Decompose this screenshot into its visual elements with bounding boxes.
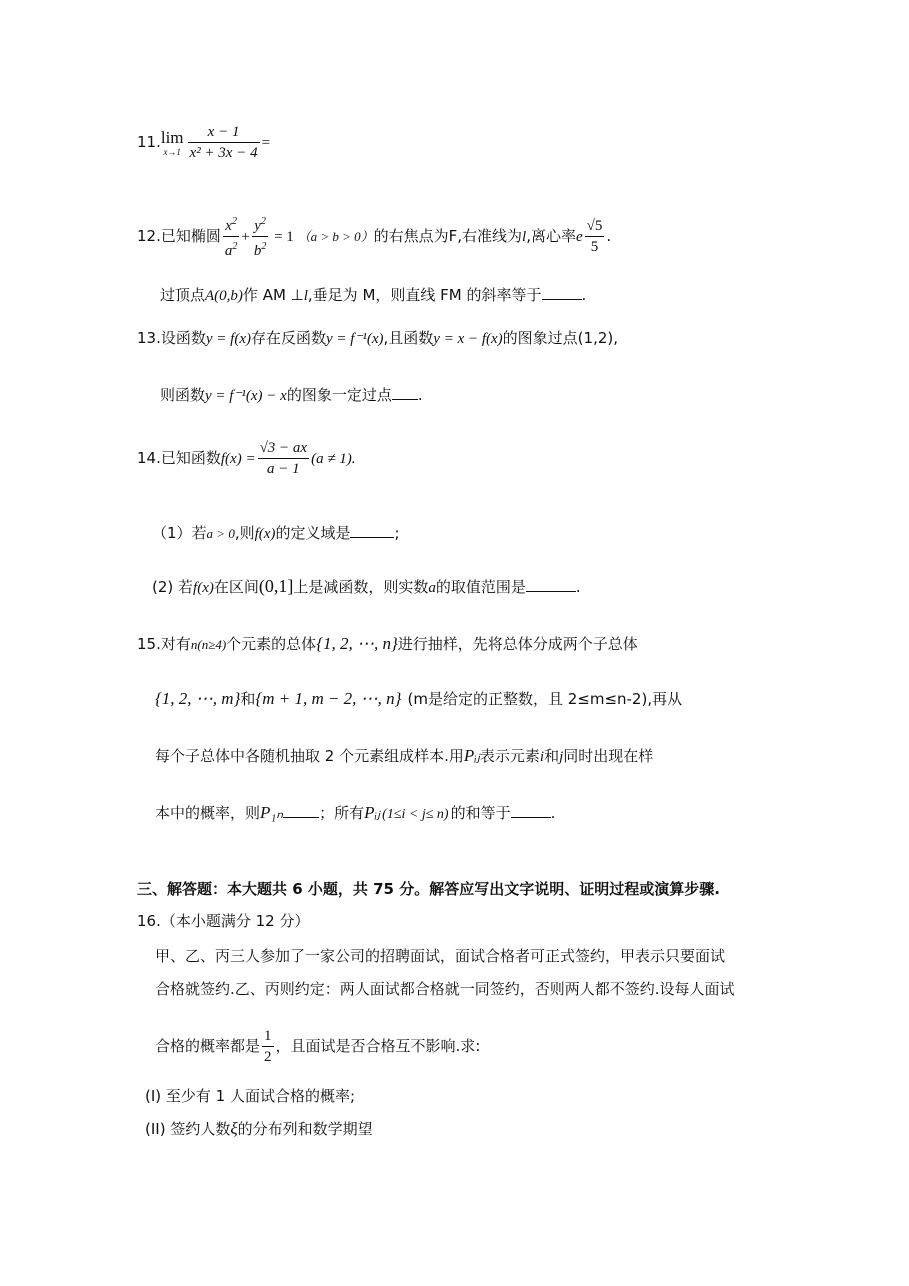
period: . bbox=[714, 880, 720, 898]
question-15-line-2 bbox=[155, 688, 682, 709]
text: 的分布列和数学期望 bbox=[237, 1120, 373, 1138]
text: 对有 bbox=[160, 635, 191, 653]
equals-sign: = bbox=[261, 135, 271, 151]
condition: (1≤i < j≤ n) bbox=[382, 807, 449, 822]
text: ,垂足为 M，则直线 FM 的斜率等于 bbox=[307, 286, 542, 304]
eccentricity-fraction: $\frac{√5}{5}$ bbox=[586, 218, 603, 255]
question-16-line-1 bbox=[155, 945, 725, 966]
text: (II) 签约人数 bbox=[145, 1120, 231, 1138]
text: 的右焦点为F,右准线为 bbox=[373, 227, 523, 245]
question-15-line-1 bbox=[137, 633, 638, 654]
question-16-header bbox=[137, 910, 309, 931]
vertex-point: A(0,b) bbox=[205, 288, 243, 304]
period: . bbox=[417, 386, 423, 404]
section-title: 三、解答题：本大题共 6 小题，共 75 分。解答应写出文字说明、证明过程或演算步骤 bbox=[137, 880, 715, 898]
question-15-line-3 bbox=[155, 745, 653, 766]
text: ,且函数 bbox=[383, 329, 434, 347]
probability-fraction bbox=[262, 1026, 274, 1067]
ellipse-x-term: $\frac{x^2}{a^2}$ bbox=[223, 212, 240, 261]
text: 过顶点 bbox=[160, 286, 206, 304]
formula: Pᵢⱼ bbox=[463, 746, 480, 765]
text: ,离心率 bbox=[526, 227, 576, 245]
text: (m是给定的正整数，且 2≤m≤n-2),再从 bbox=[407, 690, 683, 708]
condition: a > 0 bbox=[206, 526, 235, 541]
text: （1）若 bbox=[152, 524, 207, 542]
text: 合格就签约.乙、丙则约定：两人面试都合格就一同签约，否则两人都不签约.设每人面试 bbox=[155, 980, 735, 998]
formula: y = x − f(x) bbox=[433, 331, 503, 347]
eccentricity-symbol: e bbox=[575, 229, 583, 245]
condition: (a ≠ 1). bbox=[311, 451, 356, 467]
question-13-line-1 bbox=[137, 327, 618, 348]
question-14-part-2 bbox=[152, 576, 581, 597]
text: 的图象过点(1,2), bbox=[502, 329, 618, 347]
text: 和 bbox=[544, 747, 560, 765]
question-number: 14. bbox=[137, 449, 161, 467]
variable: i bbox=[539, 749, 545, 765]
variable: a bbox=[428, 580, 436, 596]
question-12-line-1: 12.已知椭圆 $\frac{x^2}{a^2}$ + $\frac{y^2}{b^2}$ = 1 （a > b > 0）的右焦点为F,右准线为l,离心率e $\frac{√5}{5}$ . bbox=[137, 212, 611, 261]
text: 已知函数 bbox=[160, 449, 221, 467]
answer-blank[interactable] bbox=[283, 803, 319, 818]
text: 已知椭圆 bbox=[160, 227, 221, 245]
text: (I) 至少有 1 人面试合格的概率; bbox=[145, 1087, 356, 1105]
text: 合格的概率都是 bbox=[155, 1037, 261, 1055]
text: 本中的概率，则 bbox=[155, 804, 261, 822]
answer-blank[interactable] bbox=[392, 385, 418, 400]
question-header: 16.（本小题满分 12 分） bbox=[137, 912, 310, 930]
text: 的取值范围是 bbox=[435, 578, 526, 596]
limit-fraction bbox=[188, 122, 260, 163]
ellipse-y-term: $\frac{y^2}{b^2}$ bbox=[252, 212, 269, 261]
formula: f(x) bbox=[254, 526, 276, 542]
directrix-symbol: l bbox=[303, 288, 308, 304]
text: 则函数 bbox=[160, 386, 206, 404]
text: 同时出现在样 bbox=[563, 747, 654, 765]
text: 每个子总体中各随机抽取 2 个元素组成样本.用 bbox=[155, 747, 464, 765]
period: . bbox=[606, 227, 612, 245]
fraction-denominator: a − 1 bbox=[267, 461, 300, 477]
directrix-symbol: l bbox=[522, 229, 527, 245]
text: 的和等于 bbox=[450, 804, 511, 822]
question-16-part-2 bbox=[145, 1118, 373, 1139]
text: 设函数 bbox=[160, 329, 206, 347]
fraction-numerator: 1 bbox=[262, 1026, 274, 1047]
formula: n(n≥4) bbox=[190, 637, 227, 652]
formula: f(x) = bbox=[220, 451, 256, 467]
formula: f(x) bbox=[193, 580, 214, 596]
limit-subscript: x→1 bbox=[163, 146, 181, 157]
question-number: 12. bbox=[137, 227, 161, 245]
answer-blank[interactable] bbox=[511, 803, 551, 818]
text: ,则 bbox=[234, 524, 255, 542]
text: 的图象一定过点 bbox=[286, 386, 392, 404]
set: {m + 1, m − 2, ⋯, n} bbox=[255, 689, 402, 708]
interval: (0,1] bbox=[258, 576, 294, 596]
ellipse-condition: （a > b > 0） bbox=[297, 229, 374, 244]
text: ；所有 bbox=[319, 804, 365, 822]
answer-blank[interactable] bbox=[350, 523, 394, 538]
variable: ξ bbox=[230, 1119, 238, 1138]
variable: j bbox=[559, 749, 564, 765]
fraction-numerator: x − 1 bbox=[188, 122, 260, 143]
text: 和 bbox=[240, 690, 256, 708]
period: . bbox=[550, 804, 556, 822]
text: 甲、乙、丙三人参加了一家公司的招聘面试，面试合格者可正式签约，甲表示只要面试 bbox=[155, 947, 726, 965]
formula: P₁ₙ bbox=[260, 803, 284, 822]
period: . bbox=[575, 578, 581, 596]
question-16-part-1 bbox=[145, 1085, 355, 1106]
formula: y = f(x) bbox=[205, 331, 251, 347]
text: 上是减函数，则实数 bbox=[293, 578, 429, 596]
formula: y = f⁻¹(x) bbox=[326, 331, 384, 347]
fraction-denominator: x² + 3x − 4 bbox=[189, 145, 258, 161]
question-13-line-2 bbox=[160, 384, 423, 405]
question-15-line-4 bbox=[155, 802, 555, 823]
semicolon: ; bbox=[394, 524, 400, 542]
text: 个元素的总体 bbox=[226, 635, 317, 653]
fraction-numerator: √3 − ax bbox=[258, 438, 310, 459]
text: 存在反函数 bbox=[250, 329, 326, 347]
answer-blank[interactable] bbox=[542, 285, 582, 300]
text: (2) 若 bbox=[152, 578, 194, 596]
question-16-line-2 bbox=[155, 978, 735, 999]
text: 进行抽样，先将总体分成两个子总体 bbox=[397, 635, 638, 653]
set: {1, 2, ⋯, m} bbox=[155, 689, 241, 708]
question-14-line-1 bbox=[137, 438, 356, 479]
answer-blank[interactable] bbox=[526, 577, 576, 592]
question-16-line-3 bbox=[155, 1026, 480, 1067]
function-fraction bbox=[258, 438, 310, 479]
formula: Pᵢⱼ bbox=[364, 803, 381, 822]
question-number: 13. bbox=[137, 329, 161, 347]
section-3-heading bbox=[137, 878, 720, 899]
formula: y = f⁻¹(x) − x bbox=[205, 388, 287, 404]
text: 的定义域是 bbox=[275, 524, 351, 542]
question-number: 15. bbox=[137, 635, 161, 653]
period: . bbox=[581, 286, 587, 304]
limit-block bbox=[161, 129, 184, 157]
question-number: 11. bbox=[137, 133, 161, 151]
text: 作 AM ⊥ bbox=[242, 286, 304, 304]
text: ，且面试是否合格互不影响.求: bbox=[275, 1037, 481, 1055]
fraction-denominator: 2 bbox=[264, 1049, 272, 1065]
set: {1, 2, ⋯, n} bbox=[316, 634, 398, 653]
limit-label: lim bbox=[160, 127, 184, 147]
question-12-line-2 bbox=[160, 284, 586, 305]
text: 在区间 bbox=[213, 578, 259, 596]
text: 表示元素 bbox=[479, 747, 540, 765]
question-14-part-1 bbox=[152, 522, 400, 543]
question-11 bbox=[137, 122, 270, 163]
